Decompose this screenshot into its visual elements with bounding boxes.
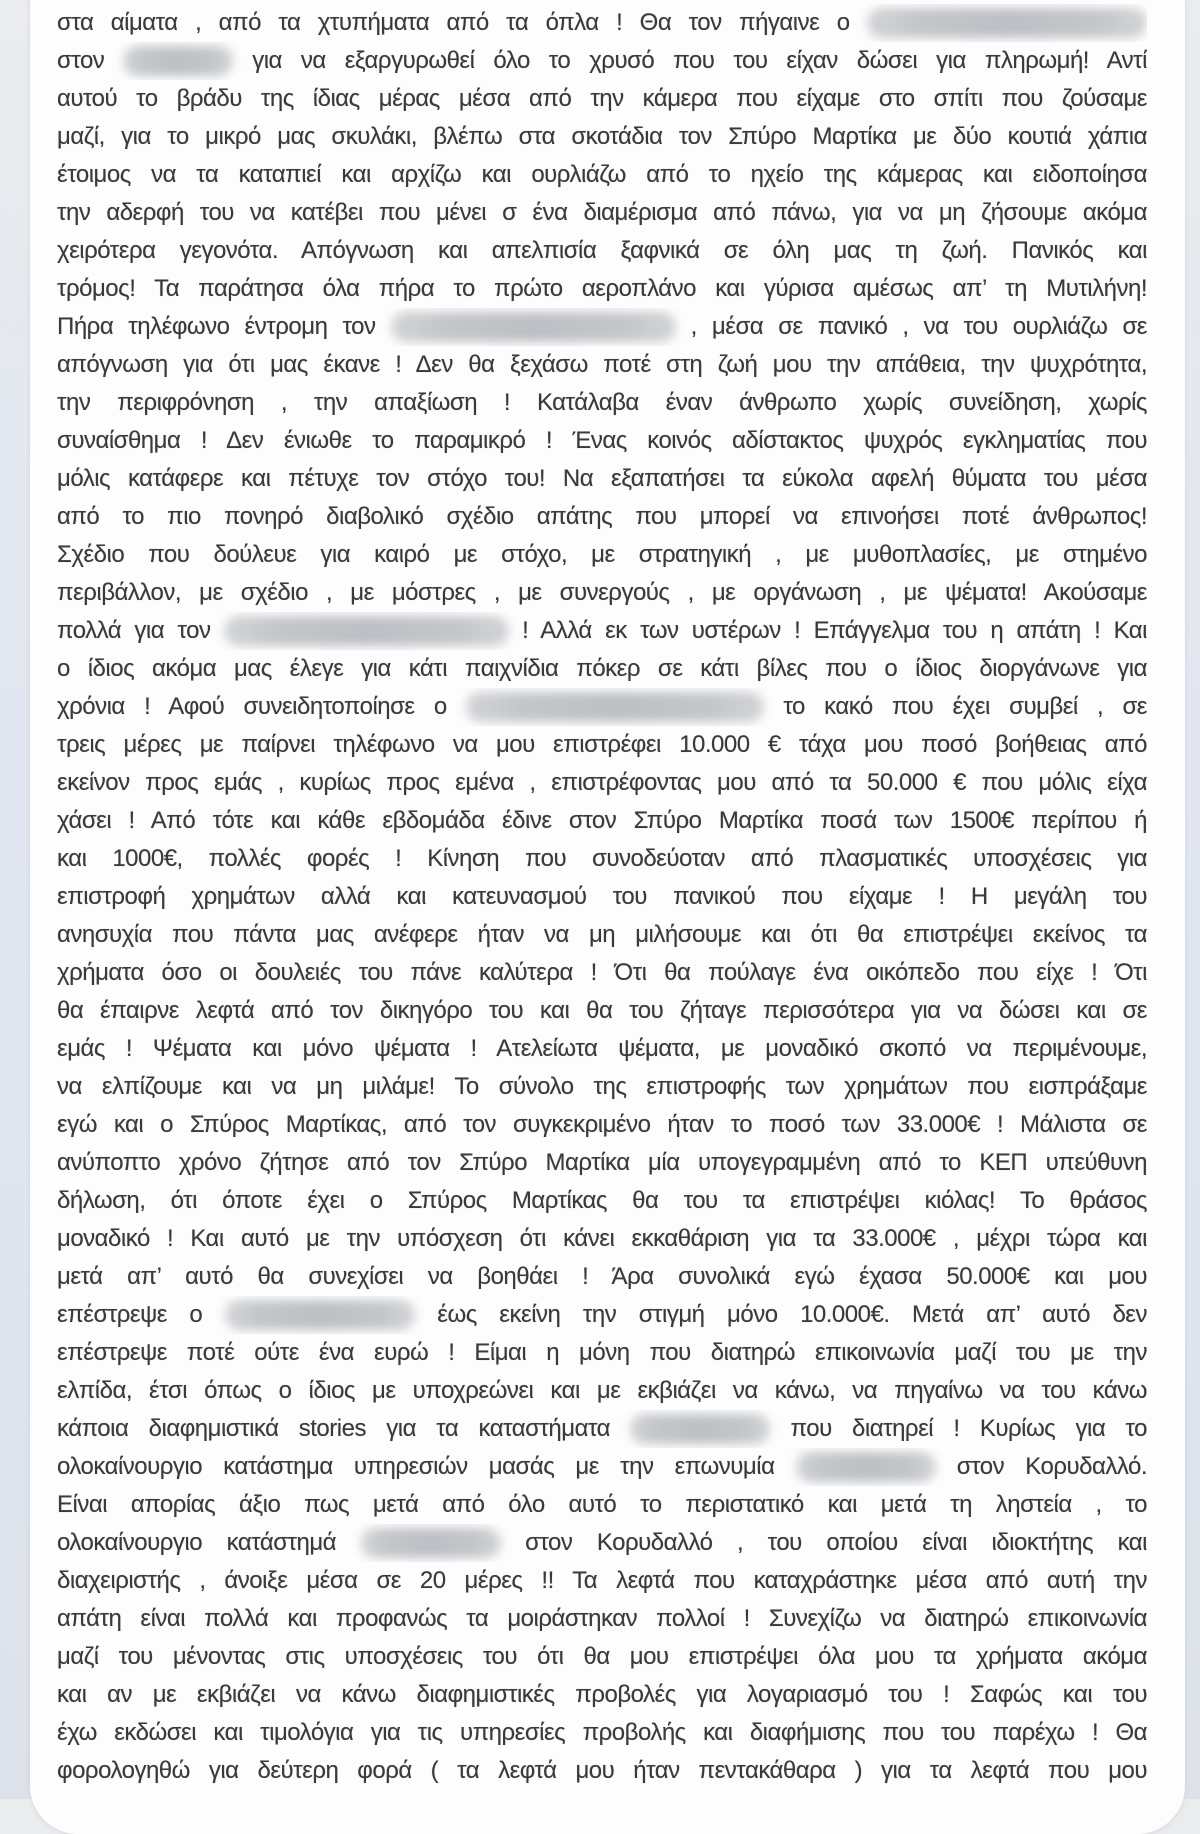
text-line: τρόμος! Τα παράτησα όλα πήρα το πρώτο αεροπλάνο και γύρισα αμέσως απ’ τη Μυτιλήνη! bbox=[57, 275, 1147, 302]
text-line: την περιφρόνηση , την απαξίωση ! Κατάλαβα έναν άνθρωπο χωρίς συνείδηση, χωρίς bbox=[57, 389, 1147, 416]
text-line: περιβάλλον, με σχέδιο , με μόστρες , με συνεργούς , με οργάνωση , με ψέματα! Ακούσαμε bbox=[57, 579, 1147, 606]
text-line: έτοιμος να τα καταπιεί και αρχίζω και ουρλιάζω από το ηχείο της κάμερας και ειδοποίησα bbox=[57, 161, 1147, 188]
text-line: διαχειριστής , άνοιξε μέσα σε 20 μέρες !! Τα λεφτά που καταχράστηκε μέσα από αυτή την bbox=[57, 1567, 1147, 1594]
text-line: από το πιο πονηρό διαβολικό σχέδιο απάτης που μπορεί να επινοήσει ποτέ άνθρωπος! bbox=[57, 503, 1147, 530]
text-line: ελπίδα, έτσι όπως ο ίδιος με υποχρεώνει και με εκβιάζει να κάνω, να πηγαίνω να του κάνω bbox=[57, 1377, 1147, 1404]
redacted-name-blur bbox=[123, 46, 233, 76]
text-line: χρόνια ! Αφού συνειδητοποίησε ο το κακό που έχει συμβεί , σε bbox=[57, 693, 1147, 720]
text-line: μοναδικό ! Και αυτό με την υπόσχεση ότι κάνει εκκαθάριση για τα 33.000€ , μέχρι τώρα και bbox=[57, 1225, 1147, 1252]
redacted-name-blur bbox=[630, 1414, 770, 1444]
text-line: εμάς ! Ψέματα και μόνο ψέματα ! Ατελείωτα ψέματα, με μοναδικό σκοπό να περιμένουμε, bbox=[57, 1035, 1147, 1062]
text-line: στα αίματα , από τα χτυπήματα από τα όπλα ! Θα τον πήγαινε ο bbox=[57, 4, 1147, 42]
text-line: μαζί του μένοντας στις υποσχέσεις του ότι θα μου επιστρέψει όλα μου τα χρήματα ακόμα bbox=[57, 1643, 1147, 1670]
redacted-name-blur bbox=[796, 1452, 936, 1482]
text-line: Σχέδιο που δούλευε για καιρό με στόχο, με στρατηγική , με μυθοπλασίες, με στημένο bbox=[57, 541, 1147, 568]
text-line: δήλωση, ότι όποτε έχει ο Σπύρος Μαρτίκας θα του τα επιστρέψει κιόλας! Το θράσος bbox=[57, 1187, 1147, 1214]
text-line: τρεις μέρες με παίρνει τηλέφωνο να μου επιστρέφει 10.000 € τάχα μου ποσό βοήθειας από bbox=[57, 731, 1147, 758]
text-line: μαζί, για το μικρό μας σκυλάκι, βλέπω στα σκοτάδια τον Σπύρο Μαρτίκα με δύο κουτιά χάπια bbox=[57, 123, 1147, 150]
document-card bbox=[30, 0, 1185, 1834]
text-line: απόγνωση για ότι μας έκανε ! Δεν θα ξεχάσω ποτέ στη ζωή μου την απάθεια, την ψυχρότητα, bbox=[57, 351, 1147, 378]
text-line: επιστροφή χρημάτων αλλά και κατευνασμού του πανικού που είχαμε ! Η μεγάλη του bbox=[57, 883, 1147, 910]
text-line: επέστρεψε ο έως εκείνη την στιγμή μόνο 10.000€. Μετά απ’ αυτό δεν bbox=[57, 1301, 1147, 1328]
text-line: και 1000€, πολλές φορές ! Κίνηση που συνοδεύοταν από πλασματικές υποσχέσεις για bbox=[57, 845, 1147, 872]
text-line: μόλις κατάφερε και πέτυχε τον στόχο του! Να εξαπατήσει τα εύκολα αφελή θύματα του μέσα bbox=[57, 465, 1147, 492]
text-line: εγώ και ο Σπύρος Μαρτίκας, από τον συγκεκριμένο ήταν το ποσό των 33.000€ ! Μάλιστα σε bbox=[57, 1111, 1147, 1138]
text-line: εκείνον προς εμάς , κυρίως προς εμένα , επιστρέφοντας μου από τα 50.000 € που μόλις είχα bbox=[57, 769, 1147, 796]
text-line: μετά απ’ αυτό θα συνεχίσει να βοηθάει ! Άρα συνολικά εγώ έχασα 50.000€ και μου bbox=[57, 1263, 1147, 1290]
text-line: κάποια διαφημιστικά stories για τα καταστήματα που διατηρεί ! Κυρίως για το bbox=[57, 1415, 1147, 1442]
text-line: ολοκαίνουργιο κατάστημά στον Κορυδαλλό , του οποίου είναι ιδιοκτήτης και bbox=[57, 1529, 1147, 1556]
text-line: Πήρα τηλέφωνο έντρομη τον , μέσα σε πανικό , να του ουρλιάζω σε bbox=[57, 313, 1147, 340]
text-line: συναίσθημα ! Δεν ένιωθε το παραμικρό ! Ένας κοινός αδίστακτος ψυχρός εγκληματίας που bbox=[57, 427, 1147, 454]
text-line: χάσει ! Από τότε και κάθε εβδομάδα έδινε στον Σπύρο Μαρτίκα ποσά των 1500€ περίπου ή bbox=[57, 807, 1147, 834]
text-line: την αδερφή του να κατέβει που μένει σ ένα διαμέρισμα από πάνω, για να μη ζήσουμε ακόμα bbox=[57, 199, 1147, 226]
redacted-name-blur bbox=[391, 312, 676, 342]
text-line: ανησυχία που πάντα μας ανέφερε ήταν να μη μιλήσουμε και ότι θα επιστρέψει εκείνος τα bbox=[57, 921, 1147, 948]
redacted-name-blur bbox=[867, 8, 1147, 38]
text-line: χειρότερα γεγονότα. Απόγνωση και απελπισία ξαφνικά σε όλη μας τη ζωή. Πανικός και bbox=[57, 237, 1147, 264]
text-line: να ελπίζουμε και να μη μιλάμε! Το σύνολο της επιστροφής των χρημάτων που εισπράξαμε bbox=[57, 1073, 1147, 1100]
text-line: και αν με εκβιάζει να κάνω διαφημιστικές προβολές για λογαριασμό του ! Σαφώς και του bbox=[57, 1681, 1147, 1708]
text-line: ο ίδιος ακόμα μας έλεγε για κάτι παιχνίδια πόκερ σε κάτι βίλες που ο ίδιος διοργάνωνε για bbox=[57, 655, 1147, 682]
text-line: θα έπαιρνε λεφτά από τον δικηγόρο του και θα του ζήταγε περισσότερα για να δώσει και σε bbox=[57, 997, 1147, 1024]
redacted-name-blur bbox=[224, 616, 509, 646]
text-line: φορολογηθώ για δεύτερη φορά ( τα λεφτά μου ήταν πεντακάθαρα ) για τα λεφτά που μου bbox=[57, 1757, 1147, 1784]
text-line: χρήματα όσο οι δουλειές του πάνε καλύτερα ! Ότι θα πούλαγε ένα οικόπεδο που είχε ! Ότι bbox=[57, 959, 1147, 986]
text-line: πολλά για τον ! Αλλά εκ των υστέρων ! Επάγγελμα του η απάτη ! Και bbox=[57, 617, 1147, 644]
text-line: ολοκαίνουργιο κατάστημα υπηρεσιών μασάς με την επωνυμία στον Κορυδαλλό. bbox=[57, 1453, 1147, 1480]
text-line: ανύποπτο χρόνο ζήτησε από τον Σπύρο Μαρτίκα μία υπογεγραμμένη από το ΚΕΠ υπεύθυνη bbox=[57, 1149, 1147, 1176]
text-line: απάτη είναι πολλά και προφανώς τα μοιράστηκαν πολλοί ! Συνεχίζω να διατηρώ επικοινωνία bbox=[57, 1605, 1147, 1632]
text-line: έχω εκδώσει και τιμολόγια για τις υπηρεσίες προβολής και διαφήμισης που του παρέχω ! Θα bbox=[57, 1719, 1147, 1746]
text-line: Είναι απορίας άξιο πως μετά από όλο αυτό το περιστατικό και μετά τη ληστεία , το bbox=[57, 1491, 1147, 1518]
text-line: στον για να εξαργυρωθεί όλο το χρυσό που του είχαν δώσει για πληρωμή! Αντί bbox=[57, 47, 1147, 74]
document-text bbox=[57, 4, 1147, 1790]
text-line: επέστρεψε ποτέ ούτε ένα ευρώ ! Είμαι η μόνη που διατηρώ επικοινωνία μαζί του με την bbox=[57, 1339, 1147, 1366]
redacted-name-blur bbox=[361, 1528, 501, 1558]
text-line: αυτού το βράδυ της ίδιας μέρας μέσα από την κάμερα που είχαμε στο σπίτι που ζούσαμε bbox=[57, 85, 1147, 112]
redacted-name-blur bbox=[225, 1300, 415, 1330]
redacted-name-blur bbox=[466, 692, 764, 722]
